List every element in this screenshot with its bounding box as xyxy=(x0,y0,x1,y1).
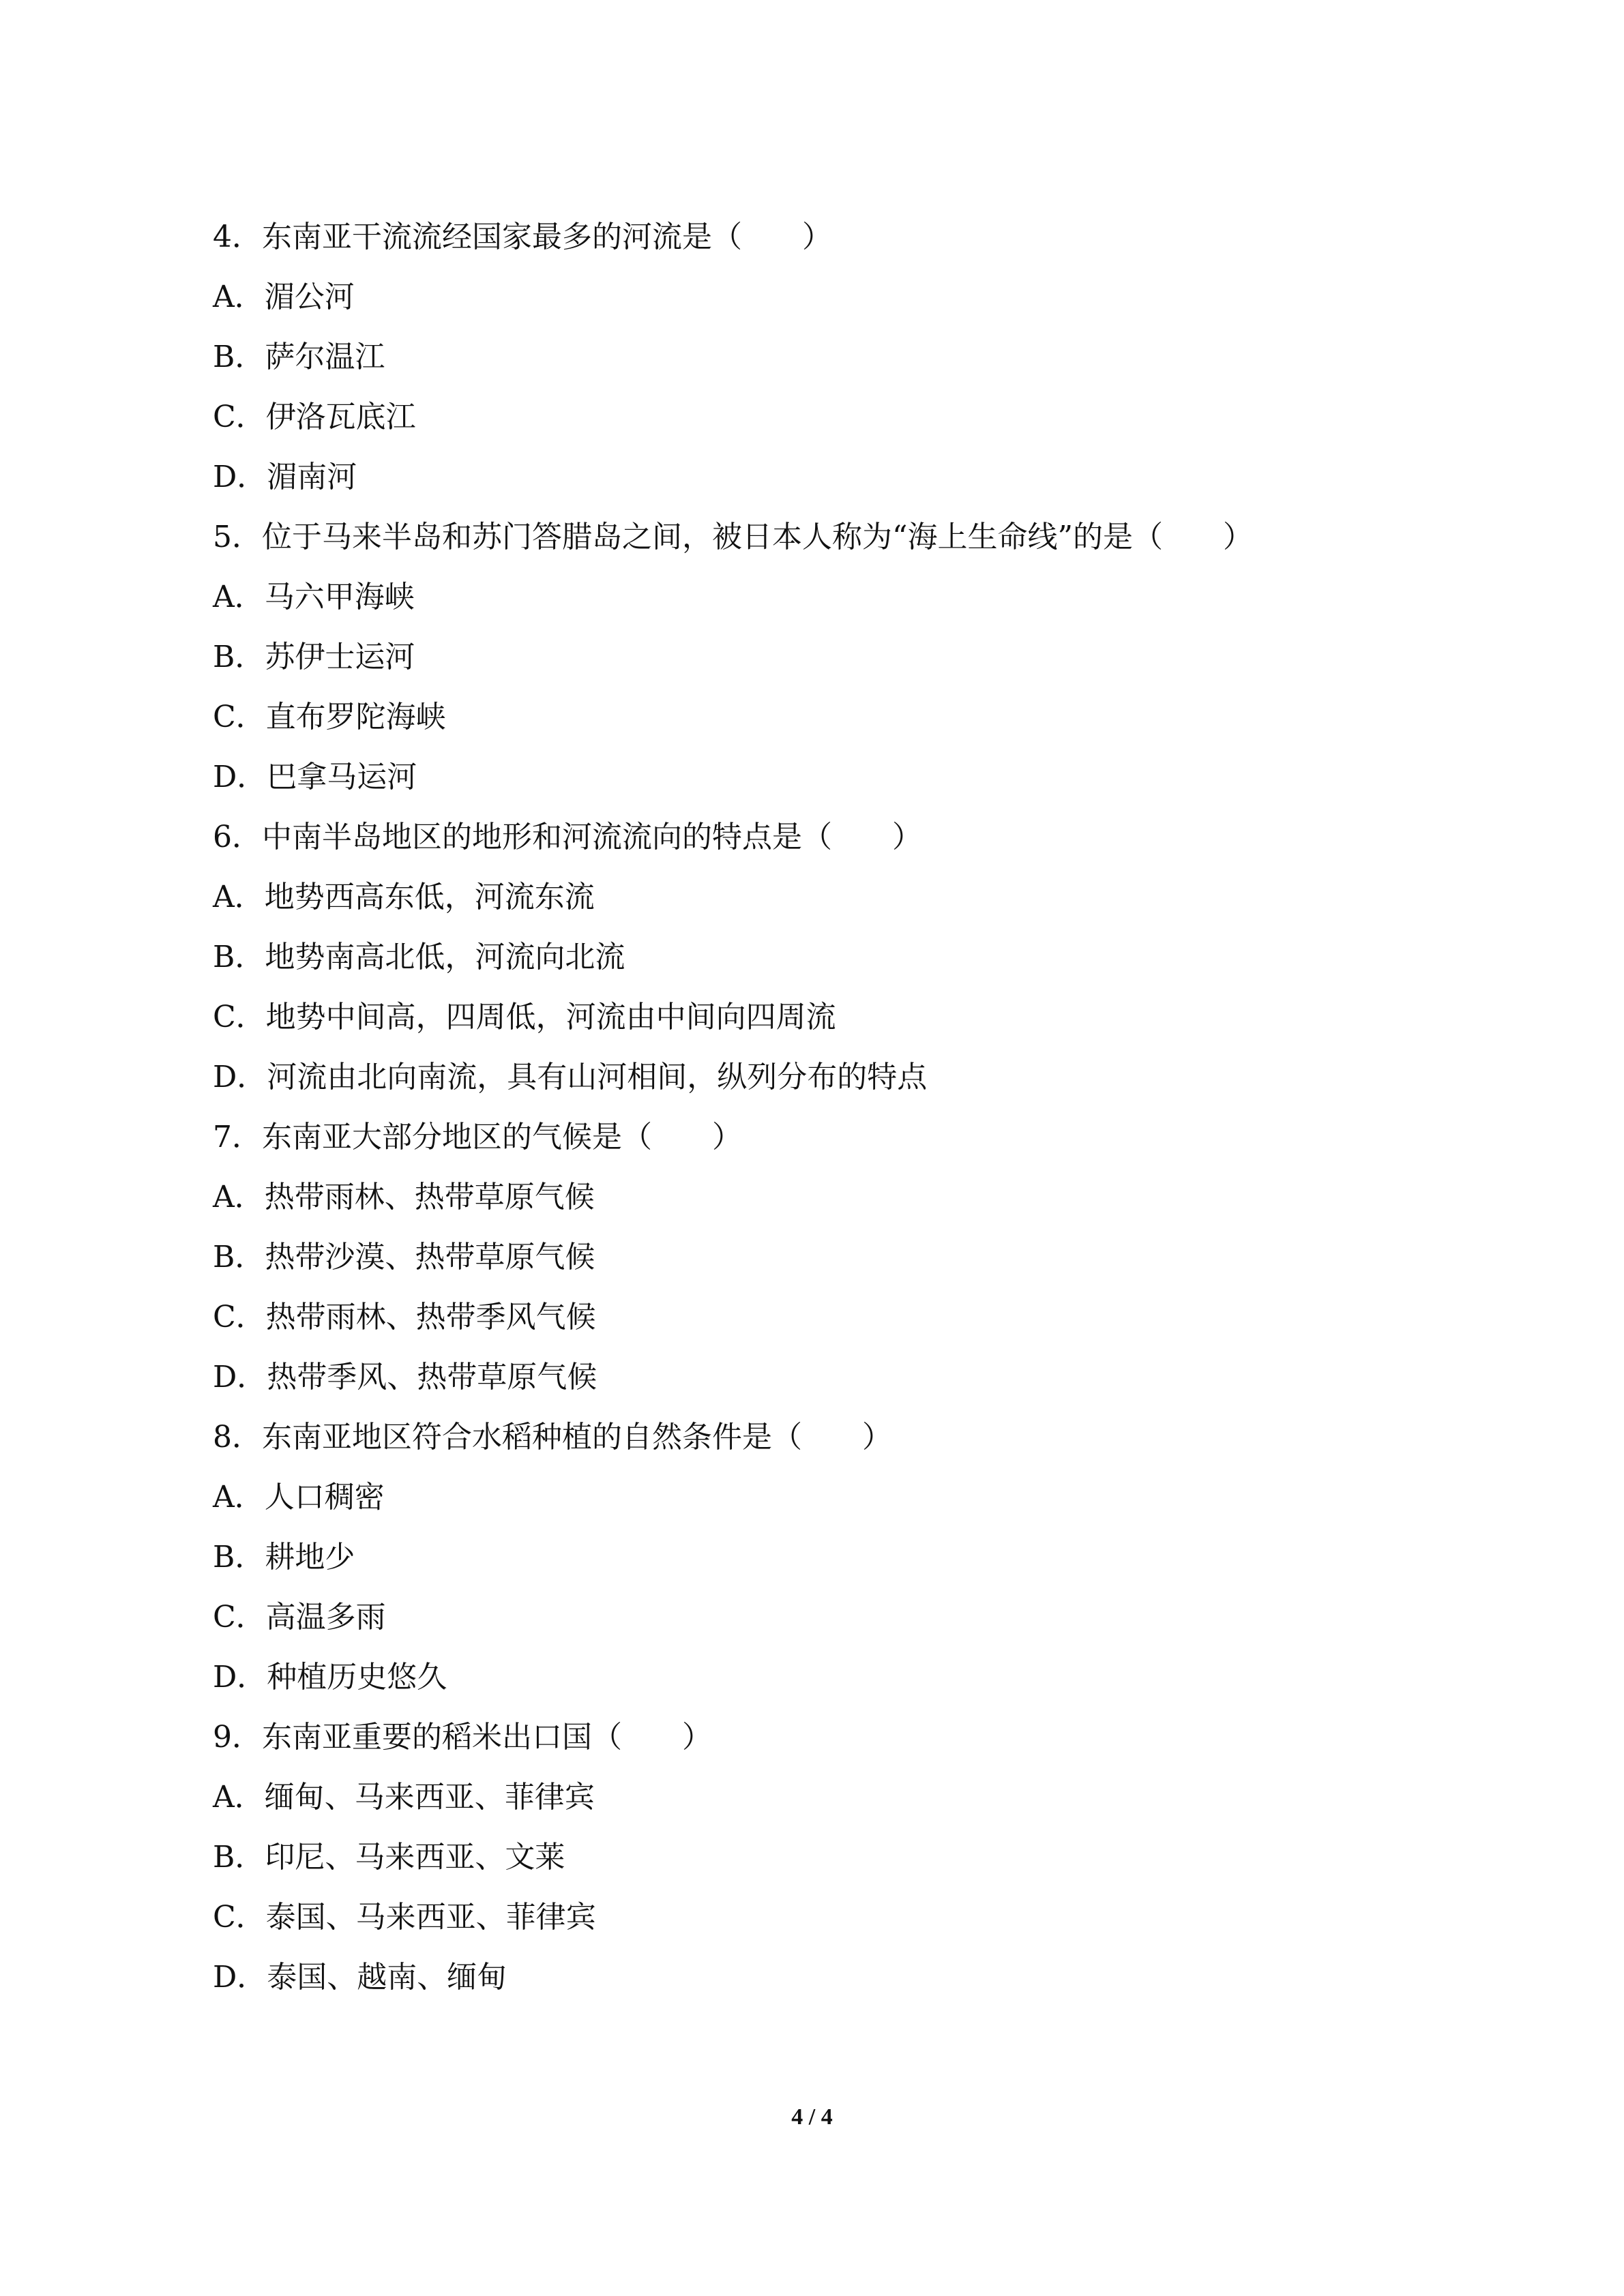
question-stem-8: 8．东南亚地区符合水稻种植的自然条件是（ ） xyxy=(213,1420,892,1455)
option-6-d: D．河流由北向南流，具有山河相间，纵列分布的特点 xyxy=(213,1060,928,1094)
option-4-b: B．萨尔温江 xyxy=(213,340,385,374)
option-4-c: C．伊洛瓦底江 xyxy=(213,400,416,434)
option-5-c: C．直布罗陀海峡 xyxy=(213,700,446,734)
option-6-c: C．地势中间高，四周低，河流由中间向四周流 xyxy=(213,1000,836,1034)
option-7-b: B．热带沙漠、热带草原气候 xyxy=(213,1240,595,1274)
option-7-a: A．热带雨林、热带草原气候 xyxy=(213,1180,595,1214)
option-5-a: A．马六甲海峡 xyxy=(213,580,415,614)
option-7-d: D．热带季风、热带草原气候 xyxy=(213,1360,597,1395)
question-stem-7: 7．东南亚大部分地区的气候是（ ） xyxy=(213,1120,742,1154)
question-stem-4: 4．东南亚干流流经国家最多的河流是（ ） xyxy=(213,220,832,254)
question-stem-5: 5．位于马来半岛和苏门答腊岛之间，被日本人称为“海上生命线”的是（ ） xyxy=(213,520,1253,554)
option-9-d: D．泰国、越南、缅甸 xyxy=(213,1960,507,1995)
option-6-b: B．地势南高北低，河流向北流 xyxy=(213,940,625,974)
option-4-a: A．湄公河 xyxy=(213,280,355,314)
option-9-c: C．泰国、马来西亚、菲律宾 xyxy=(213,1900,596,1935)
option-8-a: A．人口稠密 xyxy=(213,1480,385,1515)
option-7-c: C．热带雨林、热带季风气候 xyxy=(213,1300,596,1335)
option-9-a: A．缅甸、马来西亚、菲律宾 xyxy=(213,1780,595,1815)
option-8-b: B．耕地少 xyxy=(213,1540,355,1575)
page-number: 4 / 4 xyxy=(791,2104,833,2130)
option-4-d: D．湄南河 xyxy=(213,460,357,494)
question-stem-9: 9．东南亚重要的稻米出口国（ ） xyxy=(213,1720,712,1755)
option-9-b: B．印尼、马来西亚、文莱 xyxy=(213,1840,565,1875)
question-list xyxy=(213,207,1441,2008)
option-5-b: B．苏伊士运河 xyxy=(213,640,415,674)
option-8-d: D．种植历史悠久 xyxy=(213,1660,447,1695)
option-5-d: D．巴拿马运河 xyxy=(213,760,417,794)
option-6-a: A．地势西高东低，河流东流 xyxy=(213,880,595,914)
option-8-c: C．高温多雨 xyxy=(213,1600,386,1635)
question-stem-6: 6．中南半岛地区的地形和河流流向的特点是（ ） xyxy=(213,820,922,854)
